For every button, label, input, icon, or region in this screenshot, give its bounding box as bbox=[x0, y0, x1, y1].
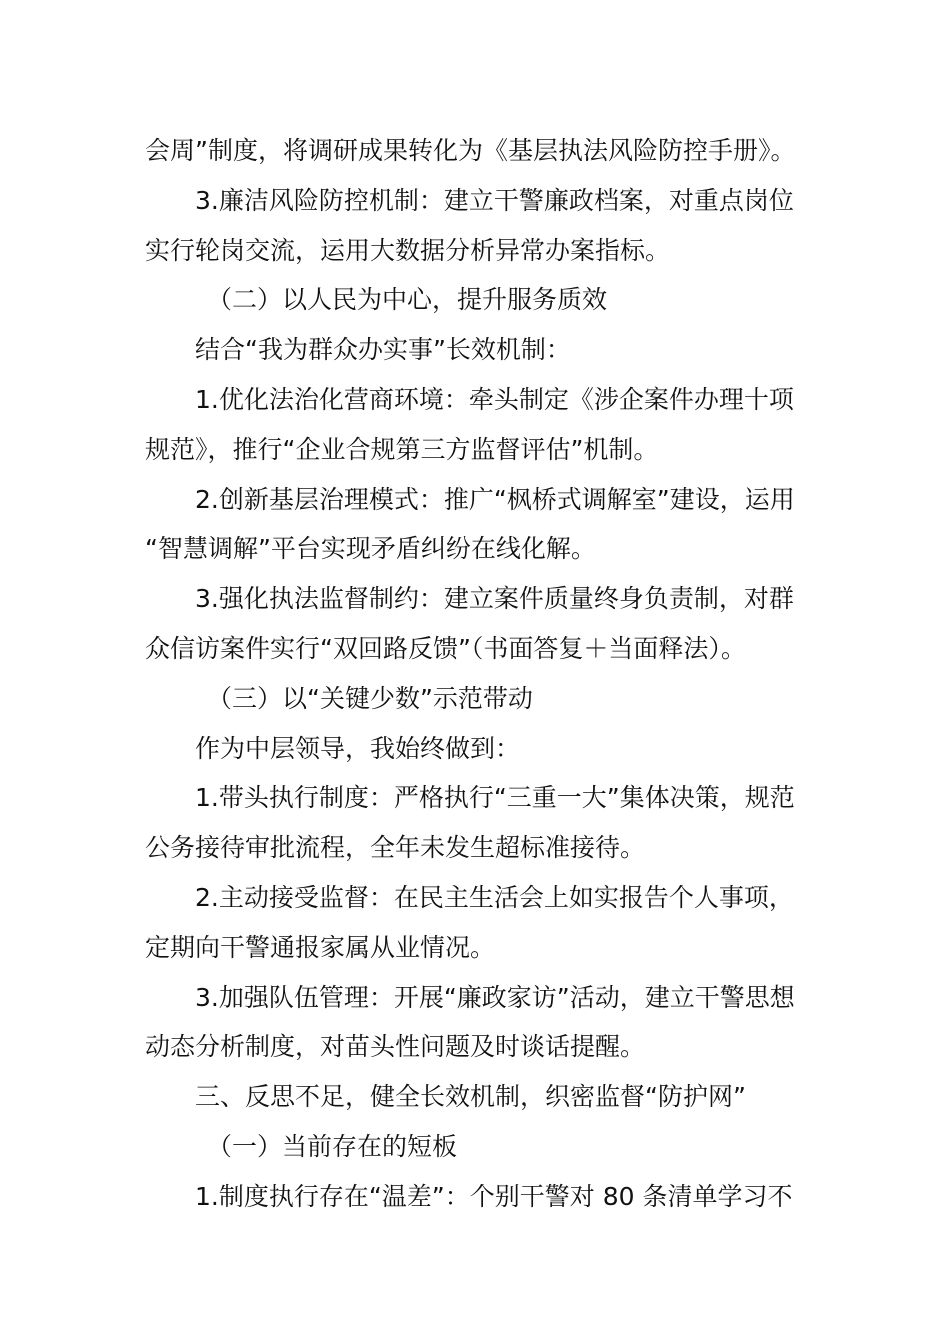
paragraph-line: 2.创新基层治理模式：推广“枫桥式调解室”建设，运用 bbox=[195, 484, 795, 514]
paragraph-line: 实行轮岗交流，运用大数据分析异常办案指标。 bbox=[145, 235, 671, 265]
paragraph-line: 3.廉洁风险防控机制：建立干警廉政档案，对重点岗位 bbox=[195, 185, 794, 215]
paragraph-line: 动态分析制度，对苗头性问题及时谈话提醒。 bbox=[145, 1032, 646, 1062]
paragraph-line: 3.强化执法监督制约：建立案件质量终身负责制，对群 bbox=[195, 584, 794, 614]
document-body bbox=[145, 126, 809, 1222]
section-heading: 三、反思不足，健全长效机制，织密监督“防护网” bbox=[195, 1082, 746, 1112]
paragraph-line: 3.加强队伍管理：开展“廉政家访”活动，建立干警思想 bbox=[195, 982, 795, 1012]
paragraph-line: 会周”制度，将调研成果转化为《基层执法风险防控手册》。 bbox=[145, 136, 796, 165]
paragraph-line: 1.带头执行制度：严格执行“三重一大”集体决策，规范 bbox=[195, 783, 795, 813]
paragraph-line: 规范》，推行“企业合规第三方监督评估”机制。 bbox=[145, 434, 659, 464]
paragraph-line: 2.主动接受监督：在民主生活会上如实报告个人事项， bbox=[195, 882, 794, 912]
paragraph-line: 1.制度执行存在“温差”：个别干警对 80 条清单学习不 bbox=[195, 1181, 793, 1211]
paragraph-line: 众信访案件实行“双回路反馈”（书面答复＋当面释法）。 bbox=[145, 633, 746, 663]
section-subheading: （二）以人民为中心，提升服务质效 bbox=[207, 285, 608, 315]
paragraph-line: “智慧调解”平台实现矛盾纠纷在线化解。 bbox=[145, 534, 596, 564]
paragraph-line: 定期向干警通报家属从业情况。 bbox=[145, 932, 496, 962]
section-subheading: （三）以“关键少数”示范带动 bbox=[207, 683, 533, 713]
paragraph-line: 1.优化法治化营商环境：牵头制定《涉企案件办理十项 bbox=[195, 384, 794, 414]
paragraph-line: 公务接待审批流程，全年未发生超标准接待。 bbox=[145, 833, 646, 863]
section-subheading: （一）当前存在的短板 bbox=[207, 1131, 458, 1161]
paragraph-line: 作为中层领导，我始终做到： bbox=[195, 733, 521, 763]
paragraph-line: 结合“我为群众办实事”长效机制： bbox=[195, 335, 571, 365]
